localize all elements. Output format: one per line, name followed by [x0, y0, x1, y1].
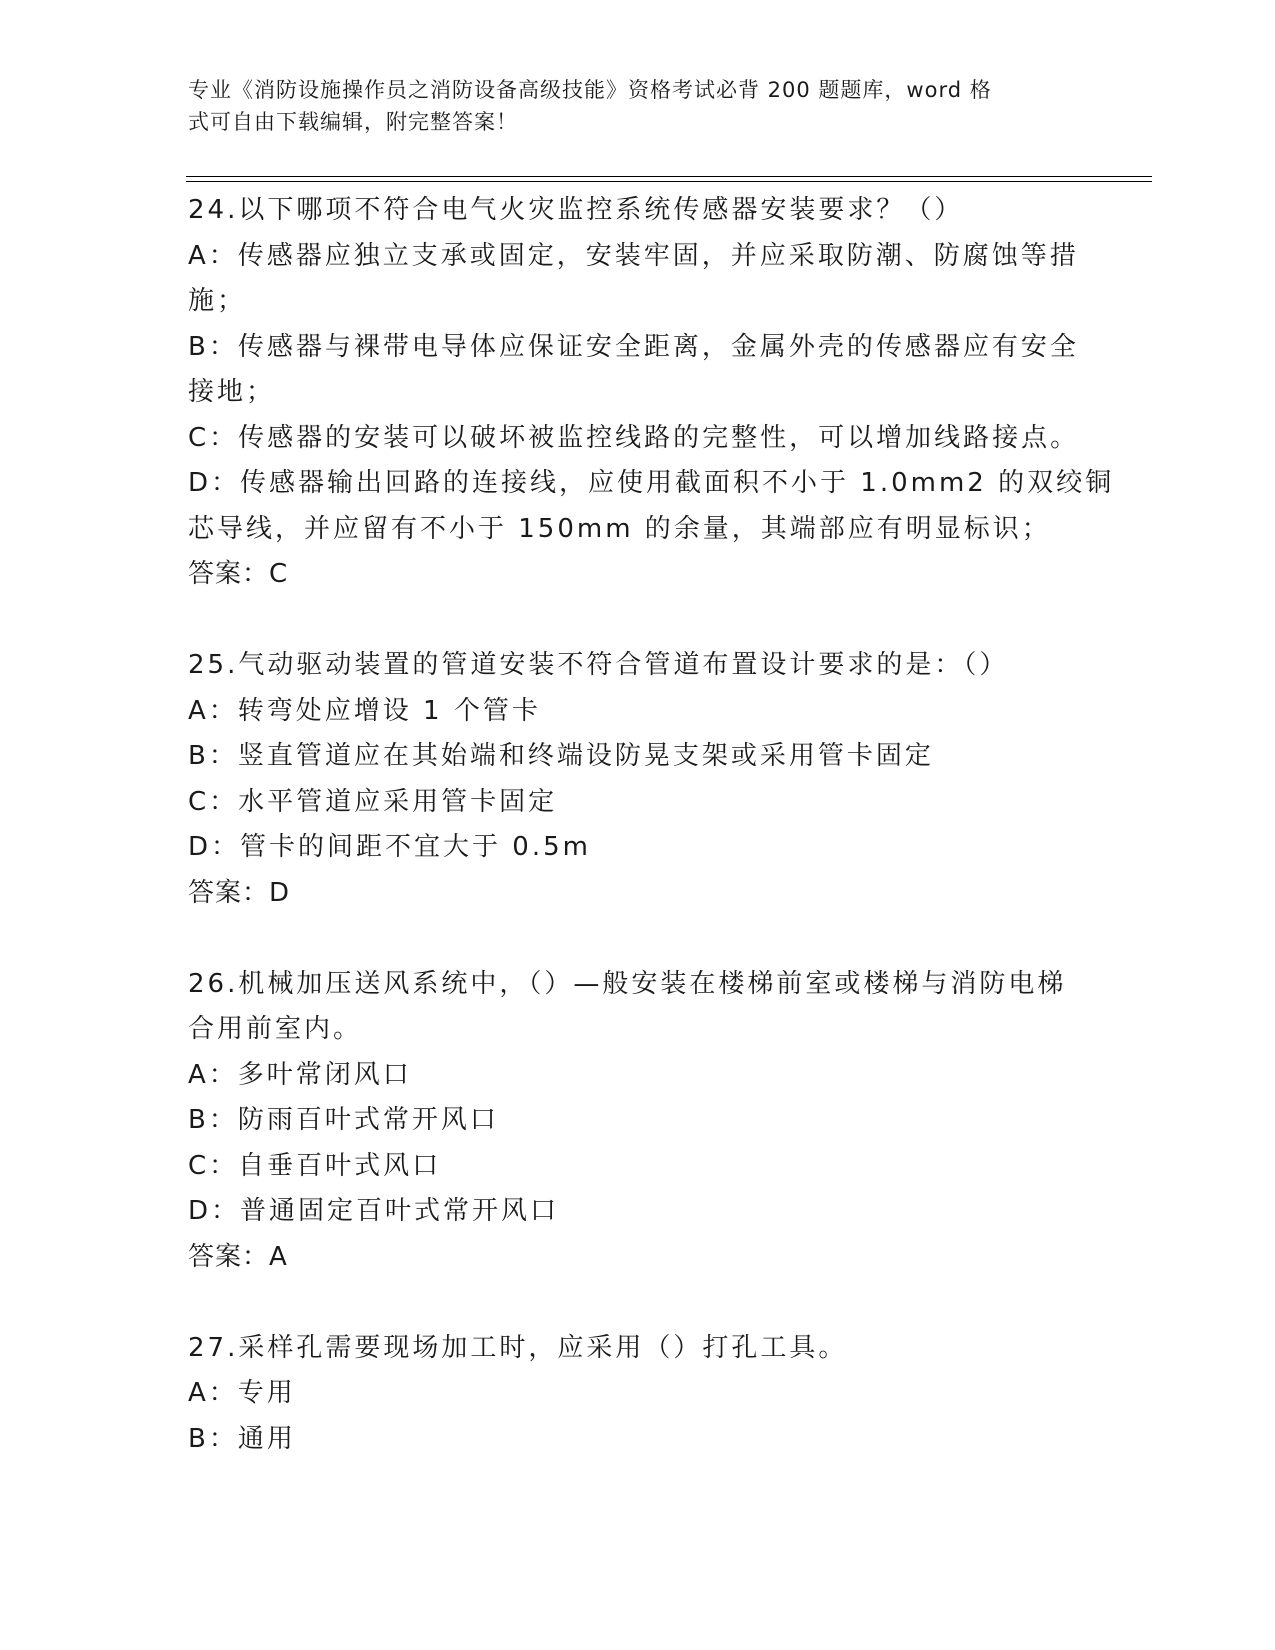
- answer-label: 答案：C: [188, 559, 289, 589]
- option-d-continued: 芯导线，并应留有不小于 150mm 的余量，其端部应有明显标识；: [188, 513, 1051, 544]
- answer-label: 答案：D: [188, 877, 291, 908]
- option-b: B：传感器与裸带电导体应保证安全距离，金属外壳的传感器应有安全: [188, 331, 1079, 362]
- header-line-1: 专业《消防设施操作员之消防设备高级技能》资格考试必背 200 题题库，word 格: [188, 78, 992, 102]
- option-b: B：防雨百叶式常开风口: [188, 1105, 499, 1135]
- option-d: D：管卡的间距不宜大于 0.5m: [188, 832, 591, 862]
- option-a-continued: 施；: [188, 286, 247, 316]
- spacer: [188, 1280, 1088, 1326]
- question-stem-continued: 合用前室内。: [188, 1014, 363, 1044]
- option-b: B：竖直管道应在其始端和终端设防晃支架或采用管卡固定: [188, 741, 934, 771]
- option-a: A：专用: [188, 1378, 296, 1408]
- header-line-2: 式可自由下载编辑，附完整答案！: [188, 110, 518, 134]
- option-b: B：通用: [188, 1423, 296, 1454]
- document-header: [188, 74, 1088, 138]
- question-stem: 24.以下哪项不符合电气火灾监控系统传感器安装要求？（）: [188, 195, 964, 225]
- question-stem: 27.采样孔需要现场加工时，应采用（）打孔工具。: [188, 1332, 848, 1363]
- question-24: [188, 188, 1115, 598]
- question-27: [188, 1326, 1088, 1463]
- option-a: A：传感器应独立支承或固定，安装牢固，并应采取防潮、防腐蚀等措: [188, 240, 1079, 271]
- question-list: [188, 188, 1115, 1462]
- option-c: C：传感器的安装可以破坏被监控线路的完整性，可以增加线路接点。: [188, 422, 1080, 453]
- option-d: D：传感器输出回路的连接线，应使用截面积不小于 1.0mm2 的双绞铜: [188, 468, 1115, 498]
- option-c: C：水平管道应采用管卡固定: [188, 786, 558, 817]
- question-26: [188, 962, 1088, 1281]
- option-a: A：多叶常闭风口: [188, 1059, 412, 1090]
- header-divider-top: [186, 176, 1152, 177]
- answer-label: 答案：A: [188, 1241, 288, 1272]
- question-stem: 26.机械加压送风系统中，（）—般安装在楼梯前室或楼梯与消防电梯: [188, 968, 1067, 999]
- spacer: [188, 598, 1088, 644]
- question-25: [188, 643, 1088, 916]
- spacer: [188, 916, 1088, 962]
- option-b-continued: 接地；: [188, 377, 276, 407]
- option-c: C：自垂百叶式风口: [188, 1150, 442, 1181]
- header-divider-bottom: [186, 181, 1152, 182]
- option-d: D：普通固定百叶式常开风口: [188, 1196, 560, 1226]
- question-stem: 25.气动驱动装置的管道安装不符合管道布置设计要求的是：（）: [188, 650, 1009, 680]
- option-a: A：转弯处应增设 1 个管卡: [188, 695, 541, 726]
